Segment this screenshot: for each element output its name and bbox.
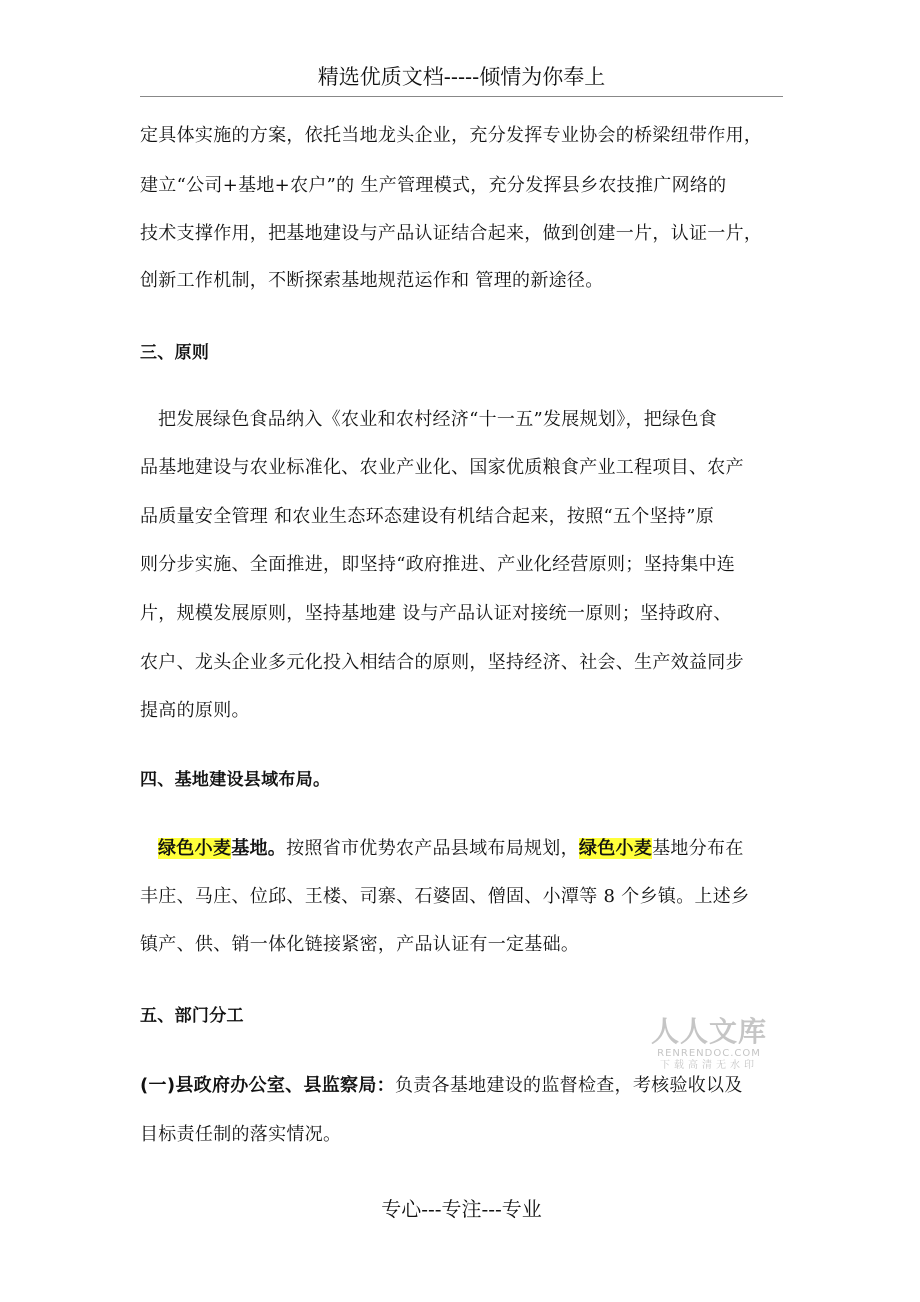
watermark xyxy=(644,1016,774,1072)
text-line: 品质量安全管理 和农业生态环态建设有机结合起来，按照“五个坚持”原 xyxy=(140,506,715,527)
text-line: 提高的原则。 xyxy=(140,700,250,721)
text-line: 定具体实施的方案，依托当地龙头企业，充分发挥专业协会的桥梁纽带作用， xyxy=(140,125,763,146)
text-span: 按照省市优势农产品县域布局规划， xyxy=(286,838,579,859)
watermark-domain: RENRENDOC.COM xyxy=(657,1048,761,1059)
text-line: 技术支撑作用，把基地建设与产品认证结合起来，做到创建一片，认证一片， xyxy=(140,223,763,244)
text-span: 基地分布在 xyxy=(652,838,744,859)
section-heading-principles: 三、原则 xyxy=(140,343,210,363)
section-heading-layout: 四、基地建设县域布局。 xyxy=(140,770,331,790)
highlighted-term: 绿色小麦 xyxy=(158,838,232,859)
bold-term: 基地。 xyxy=(231,838,287,859)
text-line: 则分步实施、全面推进，即坚持“政府推进、产业化经营原则；坚持集中连 xyxy=(140,554,736,575)
section-heading-division: 五、部门分工 xyxy=(140,1006,244,1026)
header-divider xyxy=(140,96,783,97)
text-line: 创新工作机制，不断探索基地规范运作和 管理的新途径。 xyxy=(140,270,604,291)
text-line: 把发展绿色食品纳入《农业和农村经济“十一五”发展规划》，把绿色食 xyxy=(158,409,718,430)
watermark-tagline: 下载高清无水印 xyxy=(660,1060,758,1071)
text-line: 片，规模发展原则，坚持基地建 设与产品认证对接统一原则；坚持政府、 xyxy=(140,603,732,624)
page-header: 精选优质文档-----倾情为你奉上 xyxy=(317,65,606,89)
text-line: 品基地建设与农业标准化、农业产业化、国家优质粮食产业工程项目、农产 xyxy=(140,457,744,478)
text-span: 负责各基地建设的监督检查，考核验收以及 xyxy=(394,1075,743,1096)
text-line xyxy=(158,837,744,861)
text-line: 农户、龙头企业多元化投入相结合的原则，坚持经济、社会、生产效益同步 xyxy=(140,652,744,673)
highlighted-term: 绿色小麦 xyxy=(578,838,653,859)
text-line: 丰庄、马庄、位邱、王楼、司寨、石婆固、僧固、小潭等 8 个乡镇。上述乡 xyxy=(140,886,750,907)
text-line: 镇产、供、销一体化链接紧密，产品认证有一定基础。 xyxy=(140,934,580,955)
item-label: (一)县政府办公室、县监察局： xyxy=(140,1075,395,1096)
text-line: 目标责任制的落实情况。 xyxy=(140,1124,342,1145)
text-line: 建立“公司+基地+农户”的 生产管理模式，充分发挥县乡农技推广网络的 xyxy=(140,175,727,196)
page-footer: 专心---专注---专业 xyxy=(381,1197,542,1221)
text-line xyxy=(140,1074,743,1098)
watermark-logo-text: 人人文库 xyxy=(650,1015,767,1048)
